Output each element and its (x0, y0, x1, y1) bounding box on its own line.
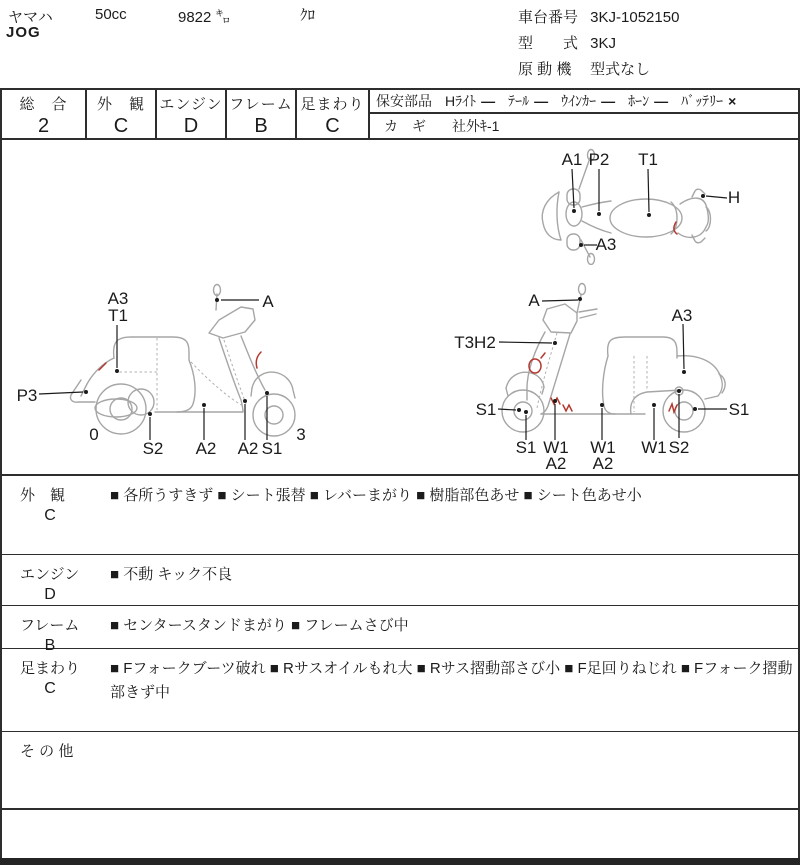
maker-name: ヤマハ (8, 9, 53, 26)
scooter-right-view (435, 280, 795, 474)
section-comments: ■ Fフォークブーツ破れ ■ Rサスオイルもれ大 ■ Rサス摺動部さび小 ■ F足回りねじれ ■ Fフォーク摺動部きず中 (110, 660, 793, 701)
section-grade: B (44, 637, 56, 654)
damage-code-label: S1 (515, 438, 537, 457)
section-label: そ の 他 (20, 743, 74, 760)
ratings-row (2, 90, 798, 140)
rating-label: エンジン (159, 96, 223, 113)
part-status: — (481, 93, 496, 109)
bottom-bar (0, 858, 800, 865)
left-view-leaders (39, 298, 269, 440)
scooter-top-view (535, 147, 800, 265)
rating-grade: C (325, 115, 340, 137)
header (0, 0, 800, 88)
section-exterior (2, 476, 798, 555)
part-status: — (534, 93, 549, 109)
mileage: 9822 ㌔ (178, 9, 231, 26)
damage-code-label: A2 (545, 454, 567, 473)
tread-depth-rear: 3 (296, 425, 306, 444)
damage-code-label: W1 (641, 438, 667, 457)
damage-code-label: S2 (668, 438, 690, 457)
section-grade: D (44, 586, 56, 603)
vehicle-id-block (518, 5, 679, 83)
rating-cell-frame (227, 90, 297, 138)
rating-grade: D (183, 115, 199, 137)
damage-code-label: T3H2 (454, 333, 496, 352)
chassis-number-row (518, 5, 679, 31)
damage-code-label: H (727, 188, 741, 207)
part-status: × (728, 93, 737, 109)
model-name: JOG (6, 24, 41, 41)
safety-parts-label: 保安部品 (376, 93, 432, 109)
part-name: ﾎｰﾝ (628, 93, 650, 109)
part-winker (561, 91, 615, 111)
engine-type-label: 原 動 機 (518, 61, 572, 78)
damage-code-label: T1 (638, 150, 658, 169)
chassis-number-label: 車台番号 (518, 9, 579, 26)
section-label: フレーム (20, 617, 80, 634)
color-code: ｸﾛ (300, 7, 316, 24)
section-other (2, 732, 798, 810)
tread-depth-front: 0 (89, 425, 99, 444)
section-frame (2, 606, 798, 654)
rating-grade: B (254, 115, 268, 137)
engine-type-value: 型式なし (590, 61, 651, 78)
section-label: 足まわり (20, 660, 81, 677)
part-horn (628, 91, 668, 111)
damage-code-label: A2 (592, 454, 614, 473)
safety-parts-row (370, 90, 798, 114)
section-label: 外 観 (20, 487, 66, 504)
section-comments: ■ 不動 キック不良 (110, 566, 233, 583)
damage-code-label: P3 (16, 386, 38, 405)
damage-code-label: P2 (588, 150, 610, 169)
damage-code-label: S2 (142, 439, 164, 458)
damage-code-label: S1 (475, 400, 497, 419)
engine-type-row (518, 57, 679, 83)
rating-label: 総 合 (19, 96, 68, 113)
displacement: 50cc (95, 6, 127, 23)
scooter-left-view (5, 280, 390, 474)
section-grade: C (44, 507, 56, 524)
section-label: エンジン (20, 566, 80, 583)
rating-label: 足まわり (300, 96, 365, 113)
damage-code-label: S1 (261, 439, 283, 458)
damage-code-label: W1 (590, 438, 616, 457)
model-code-label: 型 式 (518, 35, 579, 52)
section-comments: ■ 各所うすきず ■ シート張替 ■ レバーまがり ■ 樹脂部色あせ ■ シート色あせ小 (110, 487, 642, 504)
scooter-left-outline (70, 285, 295, 437)
damage-code-label: A2 (237, 439, 259, 458)
chassis-number-value: 3KJ-1052150 (590, 9, 680, 26)
damage-code-label: A (528, 291, 540, 310)
section-grade: C (44, 680, 56, 697)
key-row (370, 114, 798, 138)
rating-label: フレーム (229, 96, 293, 113)
model-code-value: 3KJ (590, 35, 617, 52)
blank-row (2, 810, 798, 858)
rating-cell-exterior (87, 90, 157, 138)
part-battery (681, 91, 736, 111)
safety-parts-cell (370, 90, 798, 138)
part-status: — (654, 93, 669, 109)
part-headlight (445, 91, 495, 111)
part-name: Hﾗｲﾄ (445, 93, 477, 109)
section-undercarriage (2, 649, 798, 732)
damage-code-label: A3 (595, 235, 617, 254)
part-name: ﾊﾞｯﾃﾘｰ (681, 93, 724, 109)
sheet-body (0, 88, 800, 858)
rating-cell-undercarriage (297, 90, 370, 138)
part-status: — (601, 93, 616, 109)
damage-code-label: A2 (195, 439, 217, 458)
rating-grade: C (113, 115, 129, 137)
part-name: ﾃｰﾙ (508, 93, 530, 109)
damage-code-label: A3 (107, 289, 129, 308)
damage-code-label: T1 (108, 306, 128, 325)
rating-grade: 2 (37, 115, 50, 137)
damage-diagram (2, 140, 798, 476)
key-value: 社外ｷ-1 (452, 118, 500, 134)
damage-code-label: W1 (543, 438, 569, 457)
damage-code-label: A (262, 292, 274, 311)
rating-cell-engine (157, 90, 227, 138)
rating-label: 外 観 (96, 96, 145, 113)
damage-code-label: S1 (728, 400, 750, 419)
section-comments: ■ センタースタンドまがり ■ フレームさび中 (110, 617, 409, 634)
section-engine (2, 555, 798, 606)
damage-code-label: A1 (561, 150, 583, 169)
right-view-leaders (498, 297, 727, 440)
model-code-row (518, 31, 679, 57)
rating-cell-overall (2, 90, 87, 138)
damage-mark (256, 352, 261, 368)
part-taillight (508, 91, 548, 111)
damage-code-label: A3 (671, 306, 693, 325)
part-name: ｳｲﾝｶｰ (561, 93, 597, 109)
panel-seams (119, 338, 246, 410)
key-label: カ ギ (384, 118, 426, 134)
